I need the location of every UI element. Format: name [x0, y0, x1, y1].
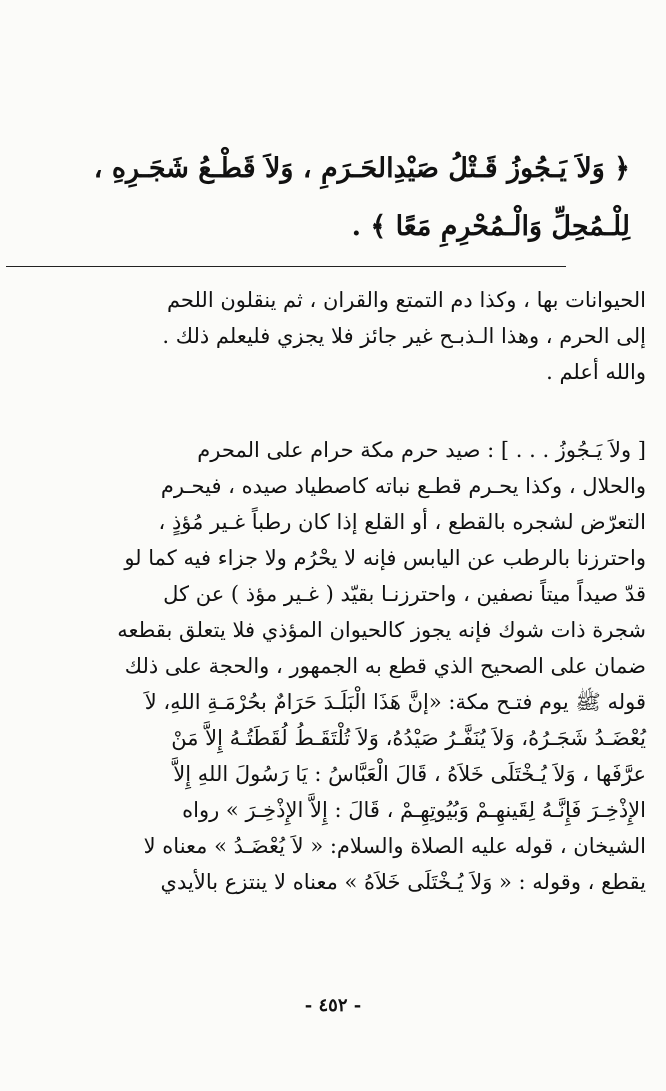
- hadith-line: عرَّفَها ، وَلاَ يُـخْتَلَى خَلاَهُ ، قَالَ الْعَبَّاسُ : يَا رَسُولَ اللهِ إِلاَّ: [173, 762, 646, 786]
- sharh-line: شجرة ذات شوك فإنه يجوز كالحيوان المؤذي فلا يتعلق بقطعه: [117, 618, 646, 642]
- page-number: - ٤٥٢ -: [304, 995, 362, 1016]
- sharh-line: التعرّض لشجره بالقطع ، أو القلع إذا كان رطباً غـير مُؤذٍ ،: [158, 510, 646, 534]
- sharh-line: ضمان على الصحيح الذي قطع به الجمهور ، والحجة على ذلك: [124, 654, 646, 678]
- sharh-line: قدّ صيداً ميتاً نصفين ، واحترزنـا بقيّد ( غـير مؤذ ) عن كل: [163, 582, 646, 606]
- matn-line: ﴿ وَلاَ يَـجُوزُ قَـتْلُ صَيْدِالحَـرَمِ ، وَلاَ قَطْـعُ شَجَـرِهِ ،: [93, 153, 630, 184]
- hadith-line: قوله ﷺ يوم فتـح مكة: «إنَّ هَذَا الْبَلَـدَ حَرَامٌ بحُرْمَـةِ اللهِ، لاَ: [144, 690, 646, 714]
- hadith-line: الإِذْخِـرَ فَإِنَّـهُ لِقَينهِـمْ وَبُيُوتِهِـمْ ، قَالَ : إِلاَّ الإِذْخِـرَ » رواه: [182, 798, 646, 822]
- sharh-line: واحترزنا بالرطب عن اليابس فإنه لا يحْرُم ولا جزاء فيه كما لو: [124, 546, 646, 570]
- sharh-line: الشيخان ، قوله عليه الصلاة والسلام: « لاَ يُعْضَـدُ » معناه لا: [143, 834, 646, 858]
- sharh-line: الحيوانات بها ، وكذا دم التمتع والقران ، ثم ينقلون اللحم: [166, 288, 646, 312]
- sharh-line: إلى الحرم ، وهذا الـذبـح غير جائز فلا يجزي فليعلم ذلك .: [162, 324, 646, 348]
- sharh-text: [22, 282, 646, 900]
- matn-text: [30, 140, 630, 256]
- paragraph-gap: [22, 390, 646, 432]
- sharh-line: والله أعلم .: [546, 360, 646, 384]
- sharh-line: والحلال ، وكذا يحـرم قطـع نباته كاصطياد صيده ، فيحـرم: [160, 474, 646, 498]
- matn-line: لِلْـمُحِلِّ وَالْـمُحْرِمِ مَعًا ﴾ .: [351, 211, 630, 242]
- sharh-line: يقطع ، وقوله : « وَلاَ يُـخْتَلَى خَلاَهُ » معناه لا ينتزع بالأيدي: [160, 870, 646, 894]
- sharh-line: [ ولاَ يَـجُوزُ . . . ] : صيد حرم مكة حرام على المحرم: [197, 438, 646, 462]
- hadith-line: يُعْضَـدُ شَجَـرُهُ، وَلاَ يُنَفَّـرُ صَيْدُهُ، وَلاَ تُلْتَقَـطُ لُقَطَتُـهُ إِلاَّ مَنْ: [171, 726, 646, 750]
- separator-rule: [6, 266, 566, 267]
